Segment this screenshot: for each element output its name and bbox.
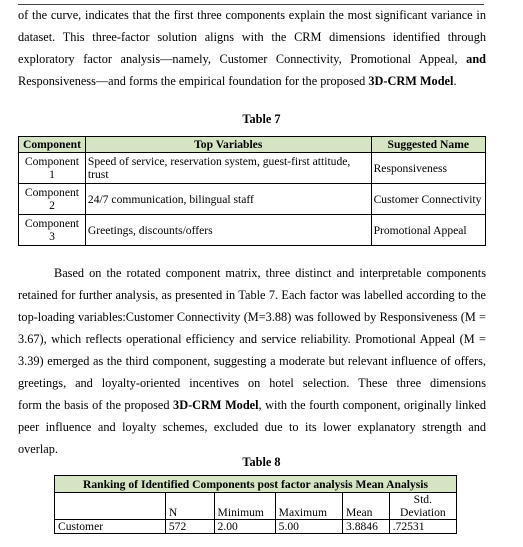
table-header: Top Variables — [85, 137, 371, 153]
text-line: retained for further analysis, as presented in Table 7. Each factor was labelled according to the — [18, 288, 486, 302]
text-line: greetings, and loyalty-oriented incentives on hotel selection. These three dimensions — [18, 376, 486, 390]
n-cell: 572 — [165, 520, 214, 534]
table-title: Ranking of Identified Components post factor analysis Mean Analysis — [55, 476, 457, 493]
row-label: Customer — [55, 520, 166, 534]
text-line: 3.39) emerged as the third component, suggesting a moderate but relevant influence of offers, — [18, 354, 486, 368]
table-7-caption: Table 7 — [242, 112, 281, 126]
table-8 — [54, 475, 457, 534]
table-header — [55, 493, 166, 520]
mean-cell: 3.8846 — [343, 520, 390, 534]
name-cell: Customer Connectivity — [371, 184, 485, 215]
text-line: of the curve, indicates that the first three components explain the most significant variance in — [18, 8, 486, 22]
max-cell: 5.00 — [275, 520, 342, 534]
table-header: Component — [19, 137, 86, 153]
name-cell: Responsiveness — [371, 153, 485, 184]
table-7 — [18, 136, 486, 246]
table-row — [19, 153, 486, 184]
table-header: Std. Deviation — [389, 493, 456, 520]
paragraph-2 — [18, 262, 486, 460]
paragraph-1 — [18, 4, 486, 92]
table-header: Minimum — [214, 493, 275, 520]
text-line: overlap. — [18, 442, 58, 456]
text-line: Based on the rotated component matrix, three distinct and interpretable components — [54, 266, 486, 280]
text-line: top-loading variables:Customer Connectivity (M=3.88) was followed by Responsiveness (M = — [18, 310, 486, 324]
table-header: Maximum — [275, 493, 342, 520]
variables-cell: Speed of service, reservation system, guest-first attitude, trust — [85, 153, 371, 184]
name-cell: Promotional Appeal — [371, 215, 485, 246]
variables-cell: 24/7 communication, bilingual staff — [85, 184, 371, 215]
table-row — [19, 184, 486, 215]
sd-cell: .72531 — [389, 520, 456, 534]
variables-cell: Greetings, discounts/offers — [85, 215, 371, 246]
component-cell: Component 3 — [19, 215, 86, 246]
table-row — [19, 215, 486, 246]
min-cell: 2.00 — [214, 520, 275, 534]
component-cell: Component 2 — [19, 184, 86, 215]
table-header: Mean — [343, 493, 390, 520]
component-cell: Component 1 — [19, 153, 86, 184]
table-header: Suggested Name — [371, 137, 485, 153]
table-8-caption: Table 8 — [242, 455, 281, 469]
text-line: dataset. This three-factor solution aligns with the CRM dimensions identified through — [18, 30, 486, 44]
text-line: exploratory factor analysis—namely, Customer Connectivity, Promotional Appeal, and — [18, 52, 486, 66]
text-line: peer influence and loyalty schemes, excluded due to its lower explanatory strength and — [18, 420, 486, 434]
text-line: Responsiveness—and forms the empirical foundation for the proposed 3D-CRM Model. — [18, 74, 457, 88]
text-line: form the basis of the proposed 3D-CRM Model, with the fourth component, originally linked — [18, 398, 486, 412]
table-header: N — [165, 493, 214, 520]
table-row — [55, 520, 457, 534]
text-line: 3.67), which reflects operational efficiency and service reliability. Promotional Appeal (M = — [18, 332, 486, 346]
